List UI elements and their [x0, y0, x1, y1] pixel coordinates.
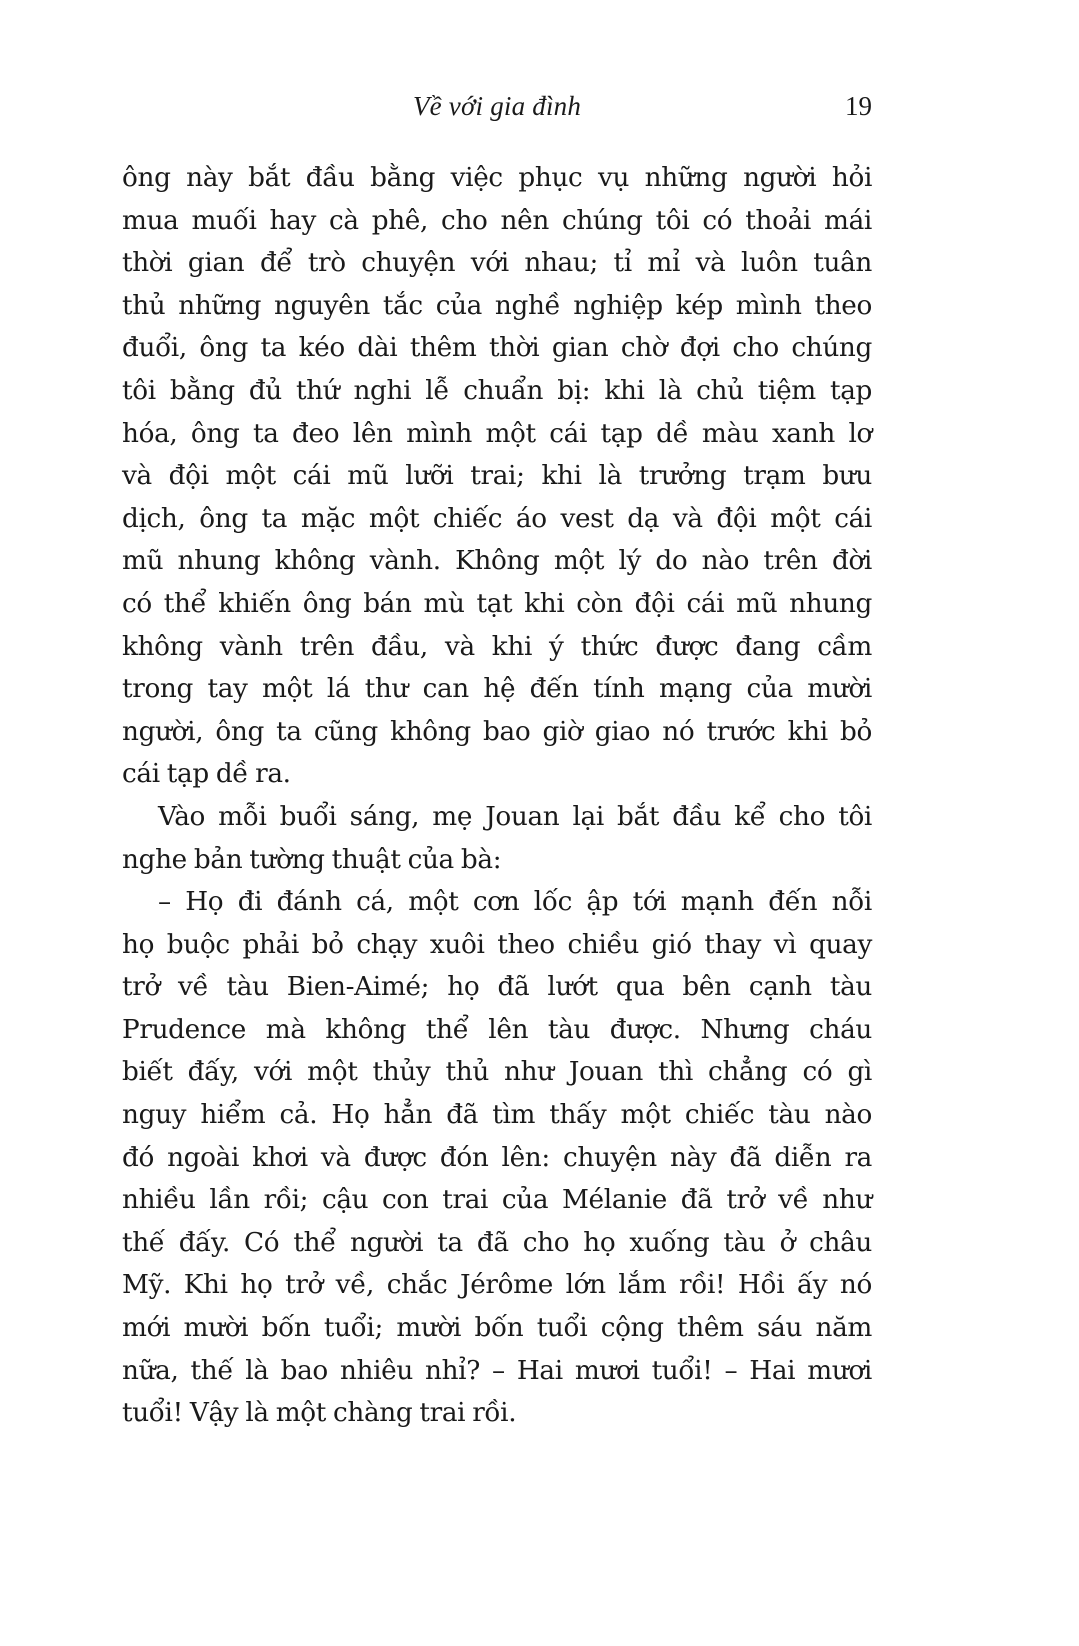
text-line: biết đấy, với một thủy thủ như Jouan thì chẳng có gì [122, 1057, 872, 1088]
text-line: tuổi! Vậy là một chàng trai rồi. [122, 1398, 517, 1429]
text-line: cái tạp dề ra. [122, 759, 291, 790]
paragraph [122, 796, 872, 881]
text-line: mới mười bốn tuổi; mười bốn tuổi cộng thêm sáu năm [122, 1313, 872, 1344]
text-line: thời gian để trò chuyện với nhau; tỉ mỉ và luôn tuân [122, 248, 872, 279]
text-line: mũ nhung không vành. Không một lý do nào trên đời [122, 546, 872, 577]
text-line: họ buộc phải bỏ chạy xuôi theo chiều gió thay vì quay [122, 929, 872, 960]
text-line: người, ông ta cũng không bao giờ giao nó trước khi bỏ [122, 716, 872, 747]
text-line: không vành trên đầu, và khi ý thức được đang cầm [122, 631, 872, 662]
text-line: dịch, ông ta mặc một chiếc áo vest dạ và đội một cái [122, 503, 872, 534]
text-line: mua muối hay cà phê, cho nên chúng tôi có thoải mái [122, 205, 872, 236]
text-line: Mỹ. Khi họ trở về, chắc Jérôme lớn lắm rồi! Hồi ấy nó [122, 1270, 872, 1301]
text-line: Vào mỗi buổi sáng, mẹ Jouan lại bắt đầu kể cho tôi [158, 801, 872, 832]
body-text [122, 157, 872, 1435]
text-line: Prudence mà không thể lên tàu được. Nhưng cháu [122, 1014, 872, 1045]
text-line: đuổi, ông ta kéo dài thêm thời gian chờ đợi cho chúng [122, 333, 872, 364]
page-number: 19 [845, 91, 872, 121]
text-line: nghe bản tường thuật của bà: [122, 844, 502, 875]
running-header [122, 86, 872, 126]
text-line: đó ngoài khơi và được đón lên: chuyện này đã diễn ra [122, 1142, 872, 1173]
text-line: thủ những nguyên tắc của nghề nghiệp kép mình theo [122, 290, 872, 321]
text-line: nhiều lần rồi; cậu con trai của Mélanie đã trở về như [122, 1185, 872, 1216]
text-line: thế đấy. Có thể người ta đã cho họ xuống tàu ở châu [122, 1227, 872, 1258]
text-line: – Họ đi đánh cá, một cơn lốc ập tới mạnh đến nỗi [158, 887, 872, 918]
paragraph [122, 157, 872, 796]
text-line: trong tay một lá thư can hệ đến tính mạng của mười [122, 674, 872, 705]
text-line: trở về tàu Bien-Aimé; họ đã lướt qua bên cạnh tàu [122, 972, 872, 1003]
text-line: có thể khiến ông bán mù tạt khi còn đội cái mũ nhung [122, 588, 872, 619]
paragraph [122, 881, 872, 1435]
text-line: tôi bằng đủ thứ nghi lễ chuẩn bị: khi là chủ tiệm tạp [122, 375, 872, 406]
text-line: nữa, thế là bao nhiêu nhỉ? – Hai mươi tuổi! – Hai mươi [122, 1355, 872, 1386]
text-line: nguy hiểm cả. Họ hẳn đã tìm thấy một chiếc tàu nào [122, 1100, 872, 1131]
text-line: hóa, ông ta đeo lên mình một cái tạp dề màu xanh lơ [122, 418, 872, 449]
text-line: và đội một cái mũ lưỡi trai; khi là trưởng trạm bưu [122, 461, 872, 492]
text-line: ông này bắt đầu bằng việc phục vụ những người hỏi [122, 163, 872, 193]
chapter-title: Về với gia đình [412, 91, 582, 121]
